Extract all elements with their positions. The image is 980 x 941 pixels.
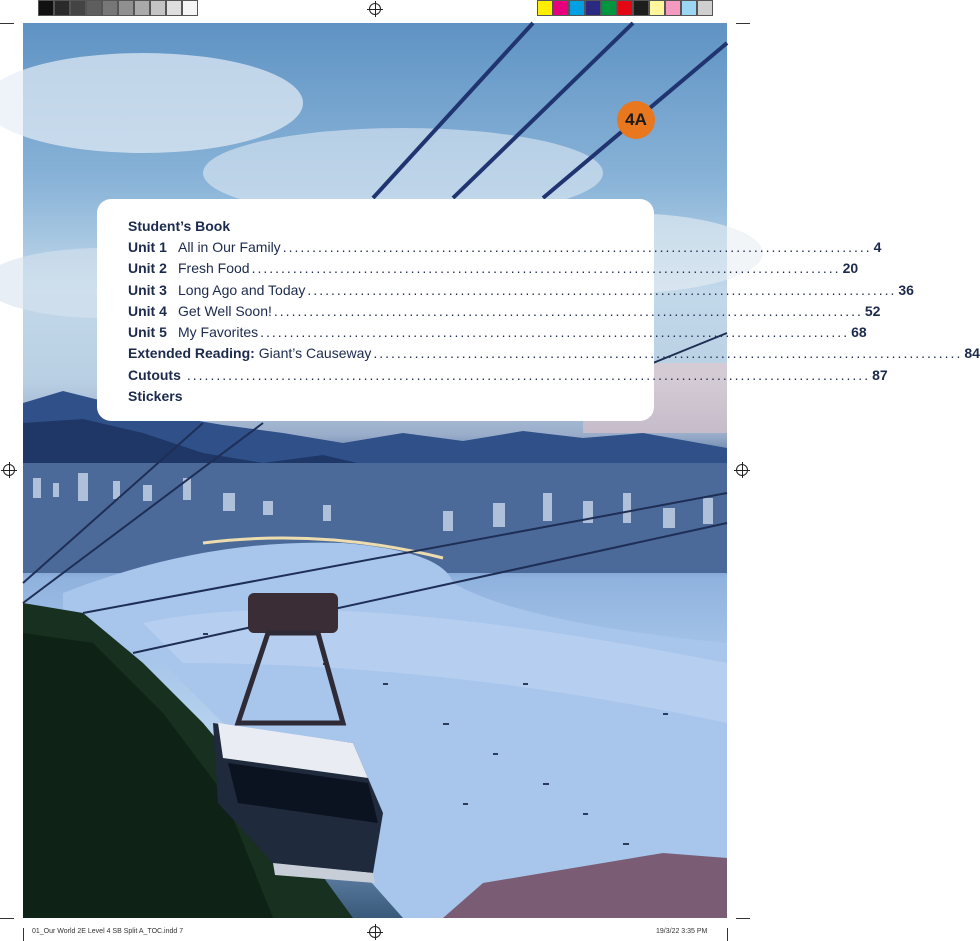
toc-extended-title: Giant’s Causeway <box>258 345 372 362</box>
toc-leader-dots: .................................................................................................... <box>307 281 897 298</box>
toc-leader-dots: .................................................................................................... <box>373 345 963 362</box>
toc-unit-label: Unit 1 <box>128 239 167 255</box>
toc-row-extended-reading[interactable] <box>128 343 980 364</box>
table-of-contents-panel <box>97 199 980 421</box>
toc-unit-title: Fresh Food <box>178 260 250 277</box>
toc-row-unit-4[interactable] <box>128 301 881 322</box>
registration-mark-bottom-icon <box>369 926 381 938</box>
toc-row-unit-2[interactable] <box>128 258 859 279</box>
toc-extended-label: Extended Reading: <box>128 345 255 362</box>
crop-mark <box>727 928 728 941</box>
background-photo-cable-car <box>23 23 727 918</box>
registration-mark-top-icon <box>369 3 381 15</box>
toc-leader-dots: .................................................................................................... <box>282 239 872 255</box>
process-color-bar <box>537 0 713 17</box>
registration-mark-left-icon <box>3 464 15 476</box>
toc-leader-dots: .................................................................................................... <box>273 302 863 319</box>
toc-unit-title: Get Well Soon! <box>178 302 272 319</box>
toc-row-cutouts[interactable] <box>128 365 888 386</box>
toc-unit-title: All in Our Family <box>178 239 281 255</box>
toc-unit-title: Long Ago and Today <box>178 281 306 298</box>
toc-page-number: 52 <box>864 302 881 319</box>
toc-page-number: 87 <box>872 366 888 383</box>
toc-heading: Student’s Book <box>128 218 231 234</box>
toc-cutouts-label: Cutouts <box>128 366 181 383</box>
date-slug: 19/3/22 3:35 PM <box>656 928 708 935</box>
toc-page-number: 20 <box>842 260 859 277</box>
photo-illustration <box>23 23 727 918</box>
toc-row-unit-5[interactable] <box>128 322 867 343</box>
toc-unit-label: Unit 4 <box>128 302 167 319</box>
toc-unit-label: Unit 2 <box>128 260 167 277</box>
toc-leader-dots: .................................................................................................... <box>260 324 850 341</box>
toc-row-unit-3[interactable] <box>128 280 914 301</box>
toc-page-number: 4 <box>873 239 882 255</box>
unit-badge: 4A <box>617 101 655 139</box>
toc-page-number: 36 <box>898 281 914 298</box>
toc-stickers-label: Stickers <box>128 388 183 405</box>
toc-leader-dots: .................................................................................................... <box>251 260 841 277</box>
toc-row-stickers[interactable] <box>128 386 624 407</box>
grayscale-color-bar <box>38 0 198 17</box>
toc-unit-title: My Favorites <box>178 324 259 341</box>
crop-mark <box>736 918 750 919</box>
crop-mark <box>0 918 14 919</box>
toc-page-number: 68 <box>851 324 867 341</box>
toc-unit-label: Unit 5 <box>128 324 167 341</box>
toc-page-number: 84 <box>964 345 980 362</box>
toc-leader-dots: .................................................................................................................... <box>186 366 871 383</box>
crop-mark <box>736 23 750 24</box>
crop-mark <box>23 928 24 941</box>
toc-unit-label: Unit 3 <box>128 281 167 298</box>
toc-row-unit-1[interactable] <box>128 237 882 258</box>
file-slug: 01_Our World 2E Level 4 SB Split A_TOC.indd 7 <box>32 928 184 935</box>
crop-mark <box>0 23 14 24</box>
registration-mark-right-icon <box>736 464 748 476</box>
